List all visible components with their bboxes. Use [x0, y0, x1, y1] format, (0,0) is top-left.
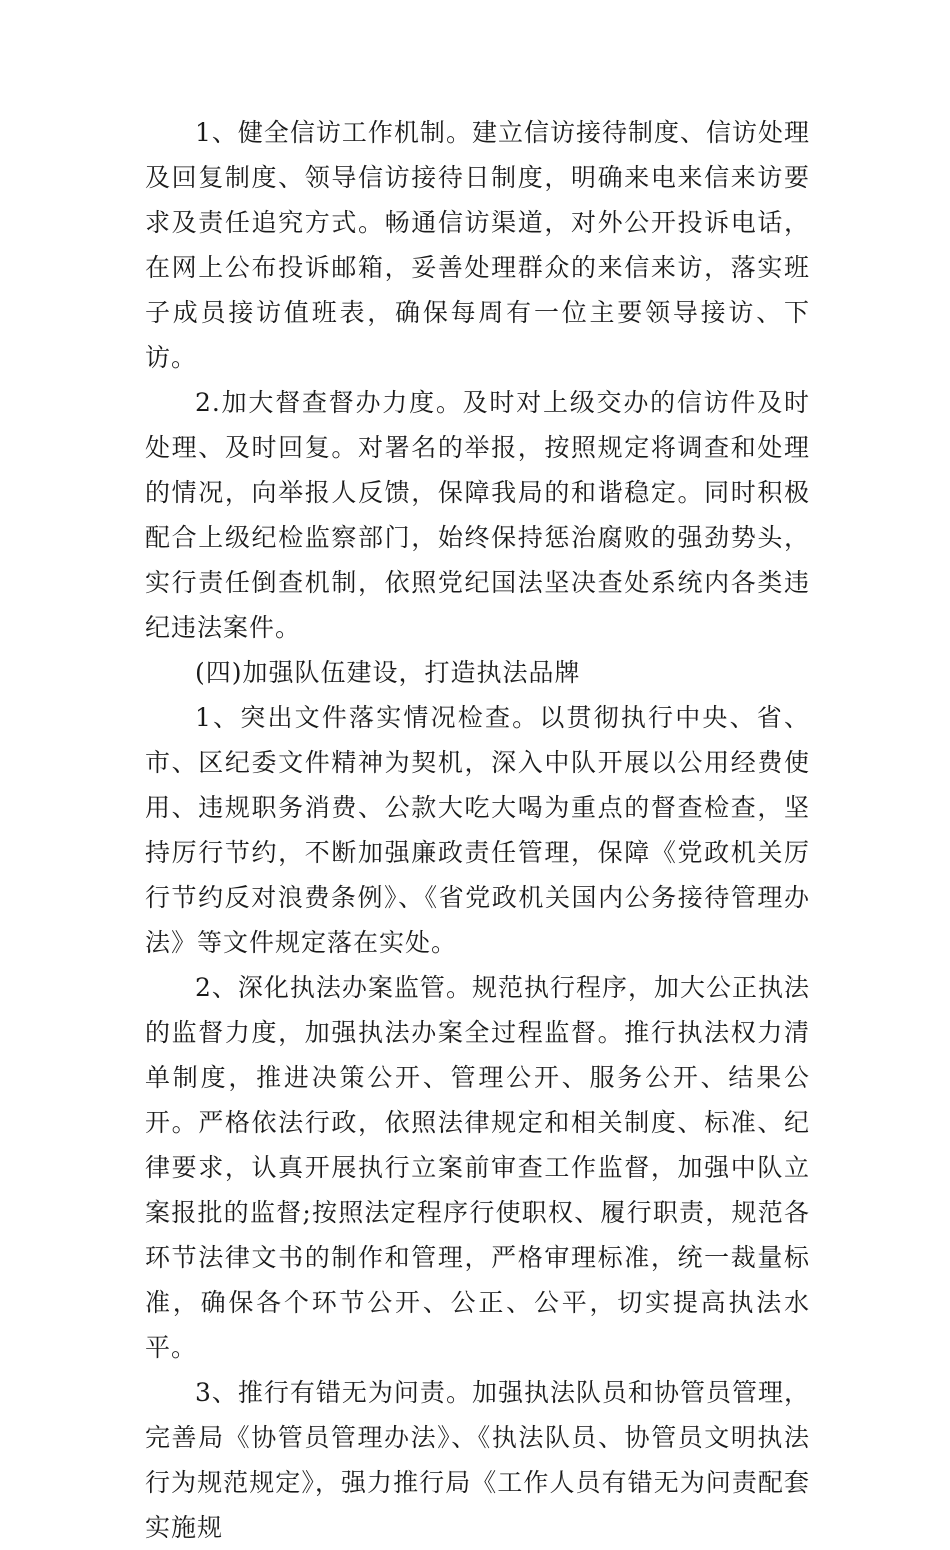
paragraph-complaint-mechanism: 1、健全信访工作机制。建立信访接待制度、信访处理及回复制度、领导信访接待日制度，明确来电来信来访要求及责任追究方式。畅通信访渠道，对外公开投诉电话，在网上公布投诉邮箱，妥善处理群众的来信来访，落实班子成员接访值班表，确保每周有一位主要领导接访、下访。: [145, 118, 810, 372]
section-heading-team-building: (四)加强队伍建设，打造执法品牌: [195, 658, 581, 687]
paragraph-supervision: 2.加大督查督办力度。及时对上级交办的信访件及时处理、及时回复。对署名的举报，按照规定将调查和处理的情况，向举报人反馈，保障我局的和谐稳定。同时积极配合上级纪检监察部门，始终保持惩治腐败的强劲势头，实行责任倒查机制，依照党纪国法坚决查处系统内各类违纪违法案件。: [145, 388, 810, 642]
paragraph-accountability: 3、推行有错无为问责。加强执法队员和协管员管理，完善局《协管员管理办法》、《执法队员、协管员文明执法行为规范规定》，强力推行局《工作人员有错无为问责配套实施规: [145, 1378, 810, 1542]
paragraph-document-inspection: 1、突出文件落实情况检查。以贯彻执行中央、省、市、区纪委文件精神为契机，深入中队开展以公用经费使用、违规职务消费、公款大吃大喝为重点的督查检查，坚持厉行节约，不断加强廉政责任管理，保障《党政机关厉行节约反对浪费条例》、《省党政机关国内公务接待管理办法》等文件规定落在实处。: [145, 703, 810, 957]
document-body: [145, 110, 810, 1550]
paragraph-law-enforcement-oversight: 2、深化执法办案监管。规范执行程序，加大公正执法的监督力度，加强执法办案全过程监督。推行执法权力清单制度，推进决策公开、管理公开、服务公开、结果公开。严格依法行政，依照法律规定和相关制度、标准、纪律要求，认真开展执行立案前审查工作监督，加强中队立案报批的监督;按照法定程序行使职权、履行职责，规范各环节法律文书的制作和管理，严格审理标准，统一裁量标准，确保各个环节公开、公正、公平，切实提高执法水平。: [145, 973, 810, 1362]
